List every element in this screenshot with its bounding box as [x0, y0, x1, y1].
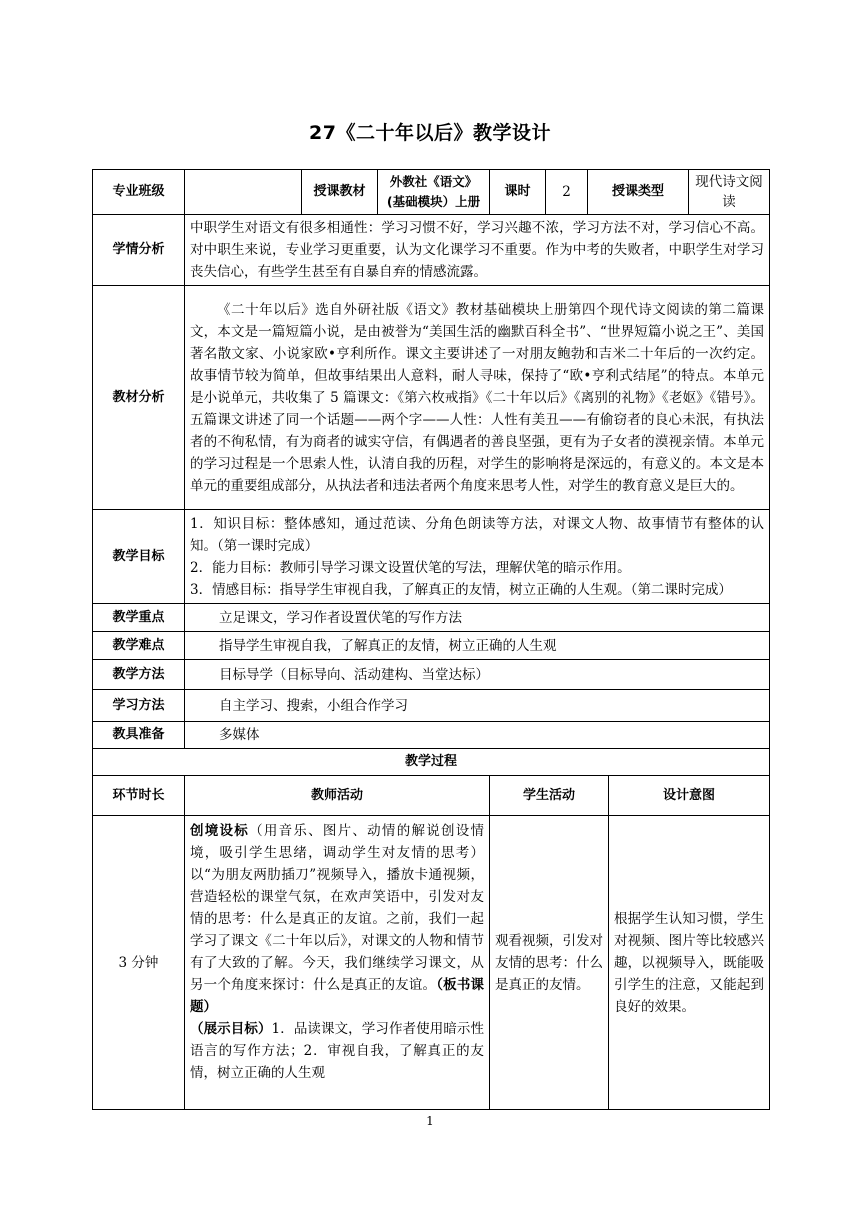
process-heading: 教学过程: [93, 749, 770, 776]
student-analysis-text: 中职学生对语文有很多相通性：学习习惯不好，学习兴趣不浓，学习方法不对，学习信心不高。对中职生来说，专业学习更重要，认为文化课学习不重要。作为中考的失败者，中职学生对学习丧失信心，有些学生甚至有自暴自弃的情感流露。: [185, 215, 770, 286]
hours-value: 2: [546, 170, 588, 215]
major-label: 专业班级: [93, 170, 185, 215]
col-teacher-header: 教师活动: [185, 776, 490, 816]
methods-label: 教学方法: [93, 660, 185, 690]
process-row: [93, 816, 770, 1110]
learning-methods-text: 自主学习、搜索，小组合作学习: [185, 690, 770, 722]
methods-row: [93, 660, 770, 690]
equipment-row: [93, 722, 770, 749]
major-value: [185, 170, 302, 215]
goal-item: 2．能力目标：教师引导学习课文设置伏笔的写法，理解伏笔的暗示作用。: [190, 559, 631, 576]
equipment-label: 教具准备: [93, 722, 185, 749]
row-student-activity: 观看视频，引发对友情的思考：什么是真正的友情。: [490, 816, 609, 1110]
type-value: 现代诗文阅读: [689, 170, 770, 215]
row-design-intent: 根据学生认知习惯，学生对视频、图片等比较感兴趣，以视频导入，既能吸引学生的注意，又能起到良好的效果。: [609, 816, 770, 1110]
key-points-text: 立足课文，学习作者设置伏笔的写作方法: [185, 604, 770, 632]
material-analysis-text: 《二十年以后》选自外研社版《语文》教材基础模块上册第四个现代诗文阅读的第二篇课文，本文是一篇短篇小说，是由被誉为“美国生活的幽默百科全书”、“世界短篇小说之王”、美国著名散文家、小说家欧•亨利所作。课文主要讲述了一对朋友鲍勃和吉米二十年后的一次约定。故事情节较为简单，但故事结果出人意料，耐人寻味，保持了“欧•亨利式结尾”的特点。本单元是小说单元，共收集了 5 篇课文：《第六枚戒指》《二十年以后》《离别的礼物》《老妪》《错号》。五篇课文讲述了同一个话题——两个字——人性：人性有美丑——有偷窃者的良心未泯，有执法者的不徇私情，有为商者的诚实守信，有偶遇者的善良坚强，更有为子女者的漠视亲情。本单元的学习过程是一个思索人性，认清自我的历程，对学生的影响将是深远的，有意义的。本文是本单元的重要组成部分，从执法者和违法者两个角度来思考人性，对学生的教育意义是巨大的。: [185, 286, 770, 510]
teacher-goal-text: 1．品读课文，学习作者使用暗示性语言的写作方法；2．审视自我，了解真正的友情，树立正确的人生观: [190, 1021, 484, 1081]
methods-text: 目标导学（目标导向、活动建构、当堂达标）: [185, 660, 770, 690]
lesson-plan-table: [92, 169, 770, 1110]
col-design-header: 设计意图: [609, 776, 770, 816]
col-time-header: 环节时长: [93, 776, 185, 816]
hours-label: 课时: [490, 170, 546, 215]
student-analysis-row: [93, 215, 770, 286]
goal-item: 1．知识目标：整体感知，通过范读、分角色朗读等方法，对课文人物、故事情节有整体的认知。（第一课时完成）: [190, 515, 765, 554]
process-header-row: [93, 776, 770, 816]
goals-label: 教学目标: [93, 510, 185, 604]
textbook-value: 外教社《语文》(基础模块）上册: [378, 170, 490, 215]
learning-methods-label: 学习方法: [93, 690, 185, 722]
header-row: [93, 170, 770, 215]
type-label: 授课类型: [588, 170, 689, 215]
key-points-label: 教学重点: [93, 604, 185, 632]
learning-methods-row: [93, 690, 770, 722]
textbook-label: 授课教材: [302, 170, 378, 215]
goal-item: 3．情感目标：指导学生审视自我，了解真正的友情，树立正确的人生观。（第二课时完成）: [190, 581, 732, 598]
difficulties-row: [93, 632, 770, 660]
teacher-step-title: 创境设标: [190, 823, 250, 839]
page-number: 1: [426, 1114, 434, 1128]
goals-row: [93, 510, 770, 604]
material-analysis-row: [93, 286, 770, 510]
teacher-goal-title: （展示目标）: [190, 1021, 272, 1037]
difficulties-label: 教学难点: [93, 632, 185, 660]
key-points-row: [93, 604, 770, 632]
teacher-board-note: （板书课题）: [190, 977, 485, 1015]
equipment-text: 多媒体: [185, 722, 770, 749]
row-teacher-activity: [185, 816, 490, 1110]
page-title: 27《二十年以后》教学设计: [309, 122, 551, 144]
teacher-step-text: （用音乐、图片、动情的解说创设情境，吸引学生思绪，调动学生对友情的思考）以“为朋友两肋插刀”视频导入，播放卡通视频，营造轻松的课堂气氛，在欢声笑语中，引发对友情的思考：什么是真正的友谊。之前，我们一起学习了课文《二十年以后》，对课文的人物和情节有了大致的了解。今天，我们继续学习课文，从另一个角度来探讨：什么是真正的友谊。: [190, 823, 485, 993]
student-analysis-label: 学情分析: [93, 215, 185, 286]
difficulties-text: 指导学生审视自我，了解真正的友情，树立正确的人生观: [185, 632, 770, 660]
material-analysis-label: 教材分析: [93, 286, 185, 510]
process-heading-row: [93, 749, 770, 776]
goals-list: [185, 510, 770, 604]
row-time: 3 分钟: [93, 816, 185, 1110]
col-student-header: 学生活动: [490, 776, 609, 816]
